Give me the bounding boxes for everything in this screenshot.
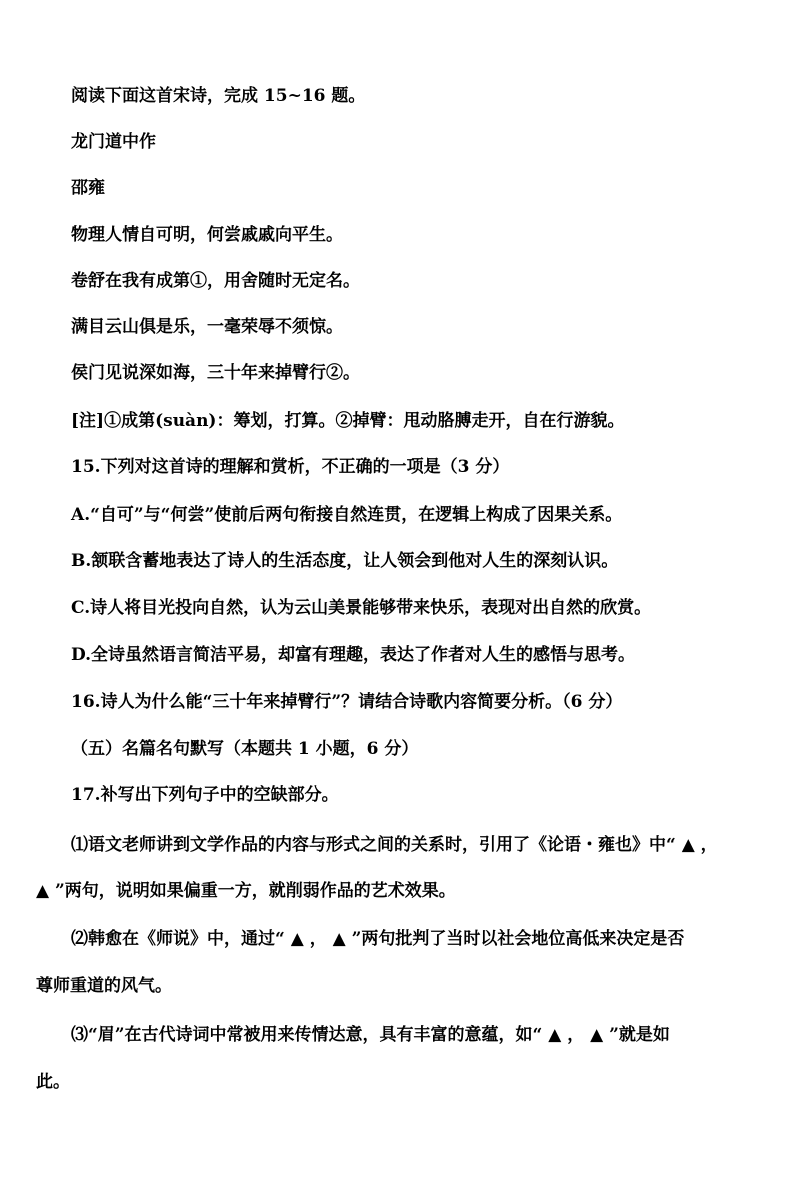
item-2-line-1: ⑵韩愈在《师说》中，通过“ ▲ ， ▲ ”两句批判了当时以社会地位高低来决定是否 <box>71 929 685 949</box>
item-3-line-2: 此。 <box>36 1072 70 1092</box>
poem-line-4: 侯门见说深如海，三十年来掉臂行②。 <box>71 363 360 383</box>
option-a: A.“自可”与“何尝”使前后两句衔接自然连贯，在逻辑上构成了因果关系。 <box>71 505 623 525</box>
poem-line-2: 卷舒在我有成第①，用舍随时无定名。 <box>71 271 360 291</box>
poem-line-1: 物理人情自可明，何尝戚戚向平生。 <box>71 225 343 245</box>
question-15: 15.下列对这首诗的理解和赏析，不正确的一项是（3 分） <box>71 457 510 477</box>
option-b: B.颔联含蓄地表达了诗人的生活态度，让人领会到他对人生的深刻认识。 <box>71 551 619 571</box>
question-16: 16.诗人为什么能“三十年来掉臂行”？请结合诗歌内容简要分析。（6 分） <box>71 692 623 712</box>
item-2-line-2: 尊师重道的风气。 <box>36 976 172 996</box>
question-17: 17.补写出下列句子中的空缺部分。 <box>71 785 339 805</box>
section-heading: （五）名篇名句默写（本题共 1 小题，6 分） <box>71 739 419 759</box>
poem-author: 邵雍 <box>71 178 105 198</box>
item-3-line-1: ⑶“眉”在古代诗词中常被用来传情达意，具有丰富的意蕴，如“ ▲ ， ▲ ”就是如 <box>71 1025 670 1045</box>
poem-line-3: 满目云山俱是乐，一毫荣辱不须惊。 <box>71 317 343 337</box>
option-d: D.全诗虽然语言简洁平易，却富有理趣，表达了作者对人生的感悟与思考。 <box>71 645 636 665</box>
item-1-line-2: ▲ ”两句，说明如果偏重一方，就削弱作品的艺术效果。 <box>36 881 456 901</box>
reading-instruction: 阅读下面这首宋诗，完成 15~16 题。 <box>71 86 366 106</box>
poem-notes: [注]①成第(suàn)：筹划，打算。②掉臂：甩动胳膊走开，自在行游貌。 <box>71 411 625 431</box>
option-c: C.诗人将目光投向自然，认为云山美景能够带来快乐，表现对出自然的欣赏。 <box>71 598 652 618</box>
poem-title: 龙门道中作 <box>71 132 156 152</box>
item-1-line-1: ⑴语文老师讲到文学作品的内容与形式之间的关系时，引用了《论语・雍也》中“ ▲ ， <box>71 835 718 855</box>
